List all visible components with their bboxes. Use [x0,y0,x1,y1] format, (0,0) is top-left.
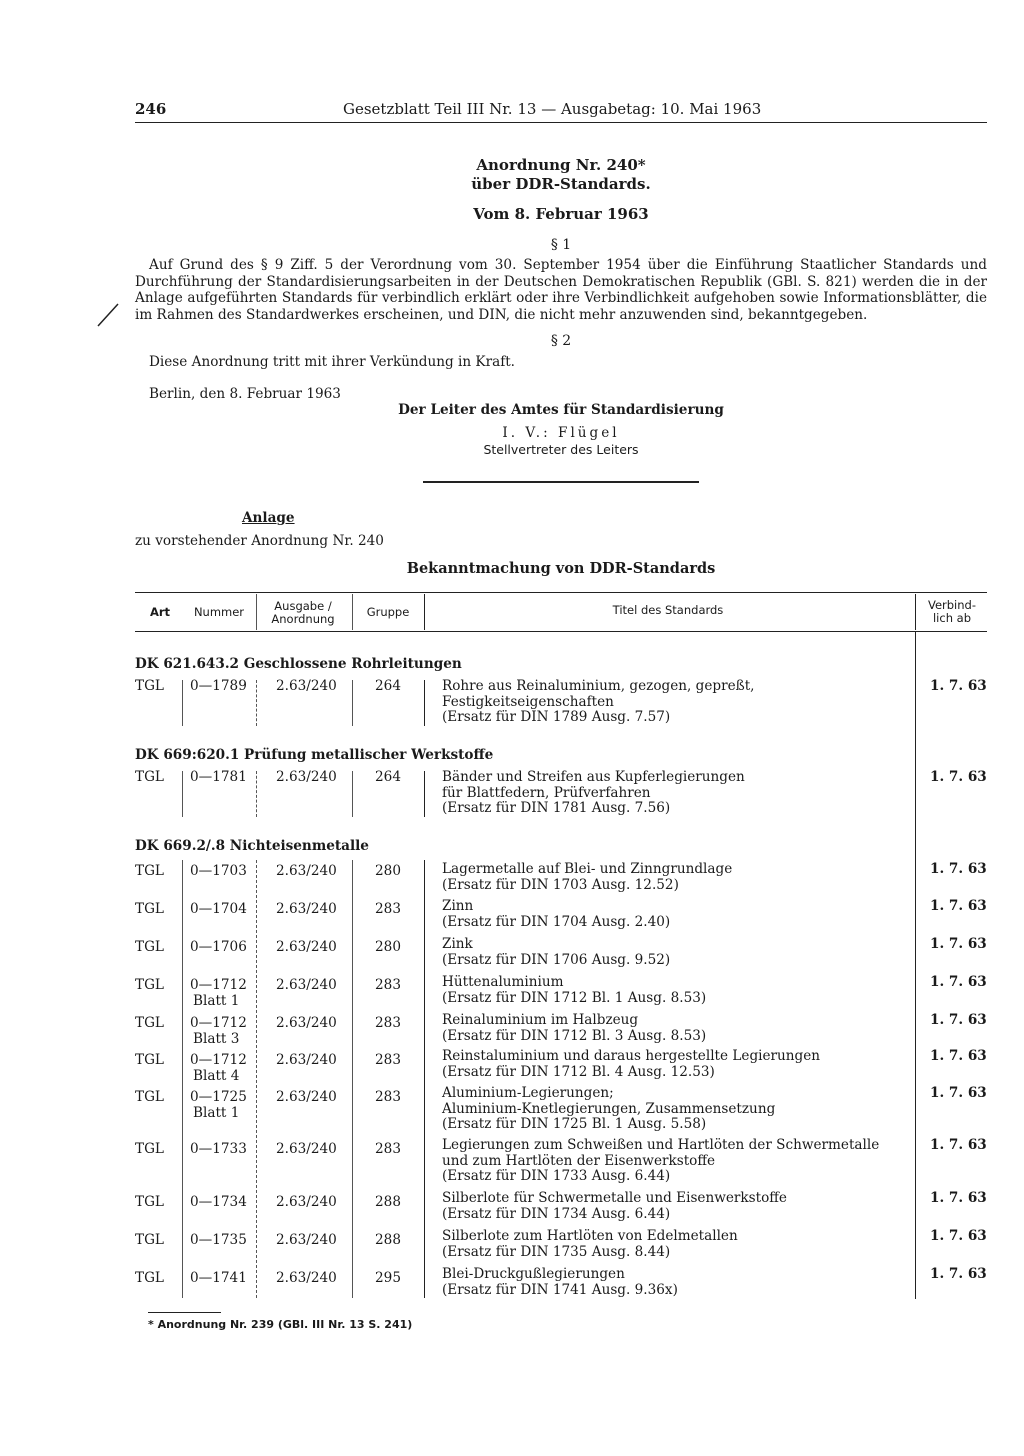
titel-line: Aluminium-Knetlegierungen, Zusammensetzung [442,1100,776,1117]
row-divider [352,860,353,1298]
cell-art: TGL [135,1141,164,1157]
titel-line: Aluminium-Legierungen; [442,1085,614,1101]
cell-titel [442,937,912,968]
table-top-rule [135,592,987,593]
titel-line: Hüttenaluminium [442,974,564,990]
titel-line: (Ersatz für DIN 1712 Bl. 1 Ausg. 8.53) [442,989,707,1006]
titel-line: (Ersatz für DIN 1734 Ausg. 6.44) [442,1205,671,1222]
titel-line: (Ersatz für DIN 1733 Ausg. 6.44) [442,1168,671,1184]
cell-verbindlich: 1. 7. 63 [930,1137,987,1153]
cell-verbindlich: 1. 7. 63 [930,678,987,694]
titel-line: (Ersatz für DIN 1704 Ausg. 2.40) [442,913,671,930]
row-divider [424,860,425,1298]
nummer-blatt: Blatt 4 [193,1067,240,1084]
col-header-ausgabe-l1: Ausgabe / [274,599,332,613]
titel-line: (Ersatz für DIN 1712 Bl. 4 Ausg. 12.53) [442,1063,715,1080]
cell-nummer [190,1090,252,1121]
cell-gruppe: 280 [375,863,401,879]
cell-titel [442,1138,912,1185]
section-2-text: Diese Anordnung tritt mit ihrer Verkündung in Kraft. [149,354,516,370]
cell-titel [442,770,912,817]
cell-art: TGL [135,863,164,879]
annex-title: Anlage [242,510,295,526]
titel-line: Lagermetalle auf Blei- und Zinngrundlage [442,861,733,877]
signer-name: I. V.: Flügel [502,425,620,441]
row-divider [256,680,257,726]
row-divider [182,860,183,1298]
titel-line: Rohre aus Reinaluminium, gezogen, gepreßt, [442,678,755,694]
titel-line: Zink [442,936,473,952]
nummer-line: 0—1712 [190,1015,247,1031]
cell-art: TGL [135,901,164,917]
cell-titel [442,1013,912,1044]
signer-role: Stellvertreter des Leiters [483,442,639,457]
footnote-rule [148,1312,221,1313]
nummer-blatt: Blatt 1 [193,992,240,1009]
row-divider [256,860,257,1298]
titel-line: (Ersatz für DIN 1789 Ausg. 7.57) [442,709,671,725]
cell-art: TGL [135,939,164,955]
cell-gruppe: 280 [375,939,401,955]
col-header-art: Art [149,605,171,619]
cell-ausgabe: 2.63/240 [276,1052,337,1068]
titel-line: für Blattfedern, Prüfverfahren [442,784,651,801]
titel-line: Reinstaluminium und daraus hergestellte Legierungen [442,1048,821,1064]
cell-gruppe: 264 [375,678,401,694]
nummer-line: 0—1712 [190,1052,247,1068]
header-divider [256,594,257,630]
ordinance-date: Vom 8. Februar 1963 [473,205,649,223]
cell-titel [442,899,912,930]
titel-line: (Ersatz für DIN 1741 Ausg. 9.36x) [442,1281,678,1298]
titel-line: und zum Hartlöten der Eisenwerkstoffe [442,1152,716,1169]
cell-verbindlich: 1. 7. 63 [930,974,987,990]
cell-nummer: 0—1703 [190,863,247,879]
footnote: * Anordnung Nr. 239 (GBl. III Nr. 13 S. 241) [148,1318,413,1331]
col-header-verbindlich [918,599,986,625]
cell-art: TGL [135,977,164,993]
cell-gruppe: 283 [375,1015,401,1031]
page-number: 246 [135,100,167,118]
section-heading: DK 621.643.2 Geschlossene Rohrleitungen [135,656,462,672]
cell-verbindlich: 1. 7. 63 [930,1085,987,1101]
titel-line: (Ersatz für DIN 1703 Ausg. 12.52) [442,876,679,893]
cell-nummer: 0—1734 [190,1194,247,1210]
cell-nummer: 0—1781 [190,769,247,785]
cell-nummer: 0—1733 [190,1141,247,1157]
cell-nummer: 0—1706 [190,939,247,955]
cell-ausgabe: 2.63/240 [276,1015,337,1031]
cell-nummer: 0—1789 [190,678,247,694]
table-header-rule [135,631,987,632]
cell-ausgabe: 2.63/240 [276,863,337,879]
cell-ausgabe: 2.63/240 [276,977,337,993]
titel-line: (Ersatz für DIN 1706 Ausg. 9.52) [442,951,671,968]
col-header-gruppe: Gruppe [366,605,410,619]
cell-verbindlich: 1. 7. 63 [930,769,987,785]
cell-ausgabe: 2.63/240 [276,1141,337,1157]
titel-line: (Ersatz für DIN 1725 Bl. 1 Ausg. 5.58) [442,1116,707,1132]
cell-ausgabe: 2.63/240 [276,901,337,917]
col-header-titel: Titel des Standards [612,603,724,617]
cell-verbindlich: 1. 7. 63 [930,936,987,952]
cell-ausgabe: 2.63/240 [276,1194,337,1210]
cell-ausgabe: 2.63/240 [276,769,337,785]
cell-gruppe: 295 [375,1270,401,1286]
nummer-blatt: Blatt 1 [193,1104,240,1121]
cell-art: TGL [135,1089,164,1105]
cell-titel [442,1086,912,1133]
titel-line: Reinaluminium im Halbzeug [442,1012,639,1028]
col-header-verb-l1: Verbind- [927,598,976,612]
cell-titel [442,1229,912,1260]
row-divider [182,680,183,726]
row-divider [352,680,353,726]
nummer-blatt: Blatt 3 [193,1030,240,1047]
cell-verbindlich: 1. 7. 63 [930,861,987,877]
section-1-heading: § 1 [550,237,572,253]
header-rule [135,122,987,123]
cell-ausgabe: 2.63/240 [276,1232,337,1248]
cell-ausgabe: 2.63/240 [276,1270,337,1286]
titel-line: (Ersatz für DIN 1781 Ausg. 7.56) [442,800,671,816]
titel-line: Bänder und Streifen aus Kupferlegierungen [442,769,745,785]
cell-art: TGL [135,1270,164,1286]
cell-verbindlich: 1. 7. 63 [930,1048,987,1064]
cell-verbindlich: 1. 7. 63 [930,1266,987,1282]
ordinance-title-line2: über DDR-Standards. [471,175,651,193]
separator-rule [423,481,699,483]
annex-subtitle: zu vorstehender Anordnung Nr. 240 [135,533,384,549]
col-header-ausgabe-l2: Anordnung [271,612,335,626]
ordinance-title-line1: Anordnung Nr. 240* [476,156,646,174]
cell-verbindlich: 1. 7. 63 [930,1012,987,1028]
col-header-ausgabe [258,600,348,626]
titel-line: Silberlote für Schwermetalle und Eisenwerkstoffe [442,1190,787,1206]
cell-titel [442,1049,912,1080]
cell-art: TGL [135,678,164,694]
cell-gruppe: 288 [375,1232,401,1248]
cell-art: TGL [135,1015,164,1031]
section-1-text: Auf Grund des § 9 Ziff. 5 der Verordnung vom 30. September 1954 über die Einführung Staatlicher Standards und Durchführung der Standardisierungsarbeiten in der Deutschen Demokratischen Republik (GBl. S. 821) werden die in der Anlage aufgeführten Standards für verbindlich erklärt oder ihre Verbindlichkeit aufgehoben sowie Informationsblätter, die im Rahmen des Standardwerkes erscheinen, und DIN, die nicht mehr anzuwenden sind, bekanntgegeben. [135,257,987,323]
titel-line: Legierungen zum Schweißen und Hartlöten der Schwermetalle [442,1137,880,1153]
titel-line: Zinn [442,898,474,914]
place-date: Berlin, den 8. Februar 1963 [149,386,341,402]
cell-gruppe: 283 [375,1052,401,1068]
cell-nummer: 0—1741 [190,1270,247,1286]
cell-gruppe: 283 [375,901,401,917]
titel-line: Festigkeitseigenschaften [442,693,614,710]
cell-gruppe: 288 [375,1194,401,1210]
cell-art: TGL [135,1052,164,1068]
titel-line: Blei-Druckgußlegierungen [442,1266,625,1282]
cell-nummer: 0—1735 [190,1232,247,1248]
cell-titel [442,1267,912,1298]
cell-nummer [190,978,252,1009]
cell-art: TGL [135,1194,164,1210]
nummer-line: 0—1725 [190,1089,247,1105]
cell-gruppe: 283 [375,977,401,993]
titel-line: (Ersatz für DIN 1712 Bl. 3 Ausg. 8.53) [442,1027,707,1044]
cell-titel [442,975,912,1006]
row-divider [424,680,425,726]
cell-gruppe: 264 [375,769,401,785]
cell-nummer [190,1053,252,1084]
margin-pencil-mark [96,300,136,330]
cell-nummer [190,1016,252,1047]
cell-art: TGL [135,1232,164,1248]
cell-titel [442,679,912,726]
section-heading: DK 669.2/.8 Nichteisenmetalle [135,838,369,854]
section-2-heading: § 2 [550,333,572,349]
cell-art: TGL [135,769,164,785]
col-header-nummer: Nummer [193,605,245,619]
nummer-line: 0—1712 [190,977,247,993]
cell-ausgabe: 2.63/240 [276,1089,337,1105]
cell-ausgabe: 2.63/240 [276,678,337,694]
cell-titel [442,862,912,893]
row-divider [352,771,353,817]
verbindlich-column-divider [915,631,916,1299]
row-divider [424,771,425,817]
row-divider [182,771,183,817]
col-header-verb-l2: lich ab [932,611,971,625]
cell-gruppe: 283 [375,1089,401,1105]
titel-line: Silberlote zum Hartlöten von Edelmetallen [442,1228,738,1244]
header-divider [424,594,425,630]
header-divider [915,594,916,630]
section-heading: DK 669:620.1 Prüfung metallischer Werkstoffe [135,747,494,763]
cell-gruppe: 283 [375,1141,401,1157]
cell-nummer: 0—1704 [190,901,247,917]
cell-ausgabe: 2.63/240 [276,939,337,955]
cell-verbindlich: 1. 7. 63 [930,1190,987,1206]
cell-verbindlich: 1. 7. 63 [930,1228,987,1244]
gazette-title: Gesetzblatt Teil III Nr. 13 — Ausgabetag: 10. Mai 1963 [343,100,762,118]
cell-verbindlich: 1. 7. 63 [930,898,987,914]
row-divider [256,771,257,817]
annex-heading: Bekanntmachung von DDR-Standards [406,560,716,577]
signer-organization: Der Leiter des Amtes für Standardisierung [398,402,724,418]
header-divider [352,594,353,630]
titel-line: (Ersatz für DIN 1735 Ausg. 8.44) [442,1243,671,1260]
cell-titel [442,1191,912,1222]
